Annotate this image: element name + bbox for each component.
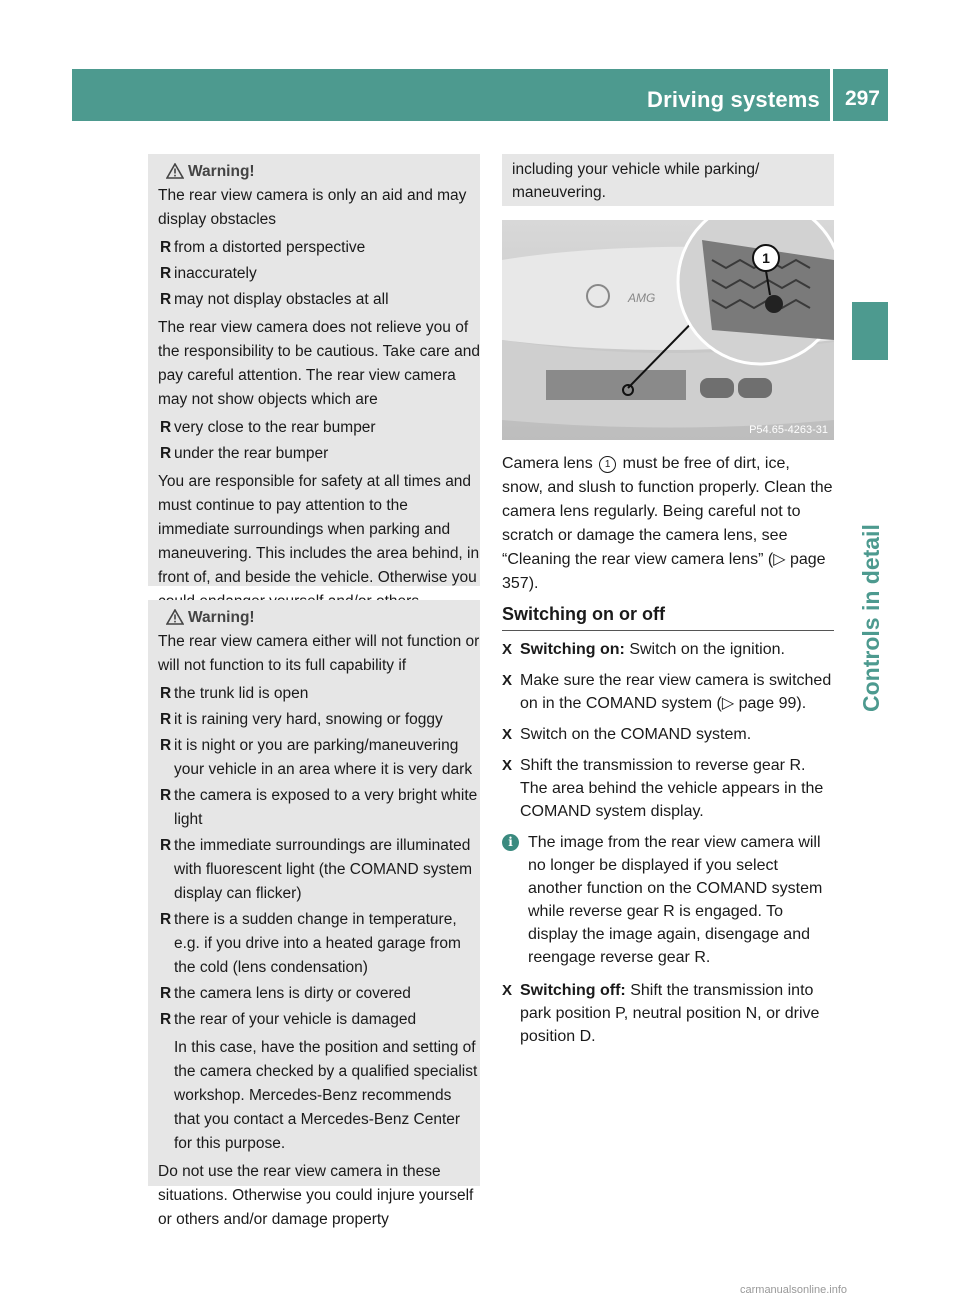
rear-camera-figure xyxy=(502,220,834,440)
list-item: R inaccurately xyxy=(160,265,257,282)
step-item: X Switching off: Shift the transmission into park position P, neutral position N, or drive position D. xyxy=(502,979,834,1048)
lens-paragraph: Camera lens 1 must be free of dirt, ice, snow, and slush to function properly. Clean the camera lens regularly. Being careful not to scratch or damage the camera lens, see “Cleaning the rear view camera lens” (▷ page 357). xyxy=(502,455,833,592)
list-item: R the rear of your vehicle is damaged xyxy=(160,1011,417,1028)
footer-watermark: carmanualsonline.info xyxy=(740,1284,848,1296)
warning-title: Warning! xyxy=(188,163,255,180)
section-heading: Switching on or off xyxy=(502,604,834,631)
side-tab-label: Controls in detail xyxy=(858,524,884,712)
info-icon: i xyxy=(502,834,519,851)
page-number: 297 xyxy=(844,87,880,110)
step-item: X Switch on the COMAND system. xyxy=(502,723,834,746)
step-arrow-icon: X xyxy=(502,982,513,999)
list-item: R may not display obstacles at all xyxy=(160,291,389,308)
warning-title: Warning! xyxy=(188,609,255,626)
warning-closing: Do not use the rear view camera in these situations. Otherwise you could injure yourself or others and/or damage property xyxy=(158,1163,474,1228)
list-item: R the camera is exposed to a very bright white light xyxy=(160,787,478,828)
warning-box-1 xyxy=(148,154,480,586)
warning-paragraph: You are responsible for safety at all times and must continue to pay attention to the immediate surroundings when parking and maneuvering. This includes the area behind, in front of, and beside the vehicle. Otherwise you xyxy=(158,473,480,586)
warning-heading xyxy=(158,160,480,184)
list-item: R very close to the rear bumper xyxy=(160,419,376,436)
step-arrow-icon: X xyxy=(502,672,513,689)
warning-list-2 xyxy=(158,416,480,466)
step-arrow-icon: X xyxy=(502,726,513,743)
figure-callout: 1 xyxy=(762,250,770,266)
step-arrow-icon: X xyxy=(502,757,513,774)
figure-code: P54.65-4263-31 xyxy=(749,424,828,436)
warning-paragraph: The rear view camera does not relieve you of the responsibility to be cautious. Take care and pay careful attention. The rear view camera may not show objects which are xyxy=(158,319,480,408)
section-title: Driving systems xyxy=(647,87,820,112)
step-arrow-icon: X xyxy=(502,641,513,658)
warning-list xyxy=(158,682,480,1032)
header-separator xyxy=(830,69,833,121)
header-bar xyxy=(72,69,888,121)
list-item: R there is a sudden change in temperature, e.g. if you drive into a heated garage from the cold (lens condensation) xyxy=(160,911,461,976)
warning-triangle-icon xyxy=(166,609,184,625)
list-item: R the camera lens is dirty or covered xyxy=(160,985,411,1002)
list-item: R it is night or you are parking/maneuvering your vehicle in an area where it is very dark xyxy=(160,737,473,778)
list-item: R the trunk lid is open xyxy=(160,685,309,702)
warning-intro: The rear view camera is only an aid and may display obstacles xyxy=(158,187,467,228)
warning-sub-paragraph: In this case, have the position and setting of the camera checked by a qualified specialist workshop. Mercedes-Benz recommends that you contact a Mercedes-Benz Center for this purpose. xyxy=(174,1039,478,1152)
info-note: i The image from the rear view camera will no longer be displayed if you select another function on the COMAND system while reverse gear R is engaged. To display the image again, disengage and reengage reverse gear R. xyxy=(502,831,834,969)
warning-triangle-icon xyxy=(166,163,184,179)
warning-intro: The rear view camera either will not function or will not function to its full capability if xyxy=(158,633,480,674)
svg-text:AMG: AMG xyxy=(628,291,656,305)
continuation-box xyxy=(502,154,834,206)
rear-bumper-illustration xyxy=(502,220,834,440)
list-item: R it is raining very hard, snowing or foggy xyxy=(160,711,443,728)
warning-heading xyxy=(158,606,480,630)
list-item: R under the rear bumper xyxy=(160,445,329,462)
list-item: R the immediate surroundings are illuminated with fluorescent light (the COMAND system display can flicker) xyxy=(160,837,473,902)
callout-1-icon: 1 xyxy=(599,456,616,473)
warning-list-1 xyxy=(158,236,480,312)
step-item: X Switching on: Switch on the ignition. xyxy=(502,638,834,661)
warning-box-2 xyxy=(148,600,480,1228)
steps-list xyxy=(502,638,834,1056)
step-item: X Make sure the rear view camera is switched on in the COMAND system (▷ page 99). xyxy=(502,669,834,715)
continuation-text: including your vehicle while parking/ maneuvering. xyxy=(512,161,760,201)
list-item: R from a distorted perspective xyxy=(160,239,366,256)
step-item: X Shift the transmission to reverse gear R. The area behind the vehicle appears in the COMAND system display. xyxy=(502,754,834,823)
